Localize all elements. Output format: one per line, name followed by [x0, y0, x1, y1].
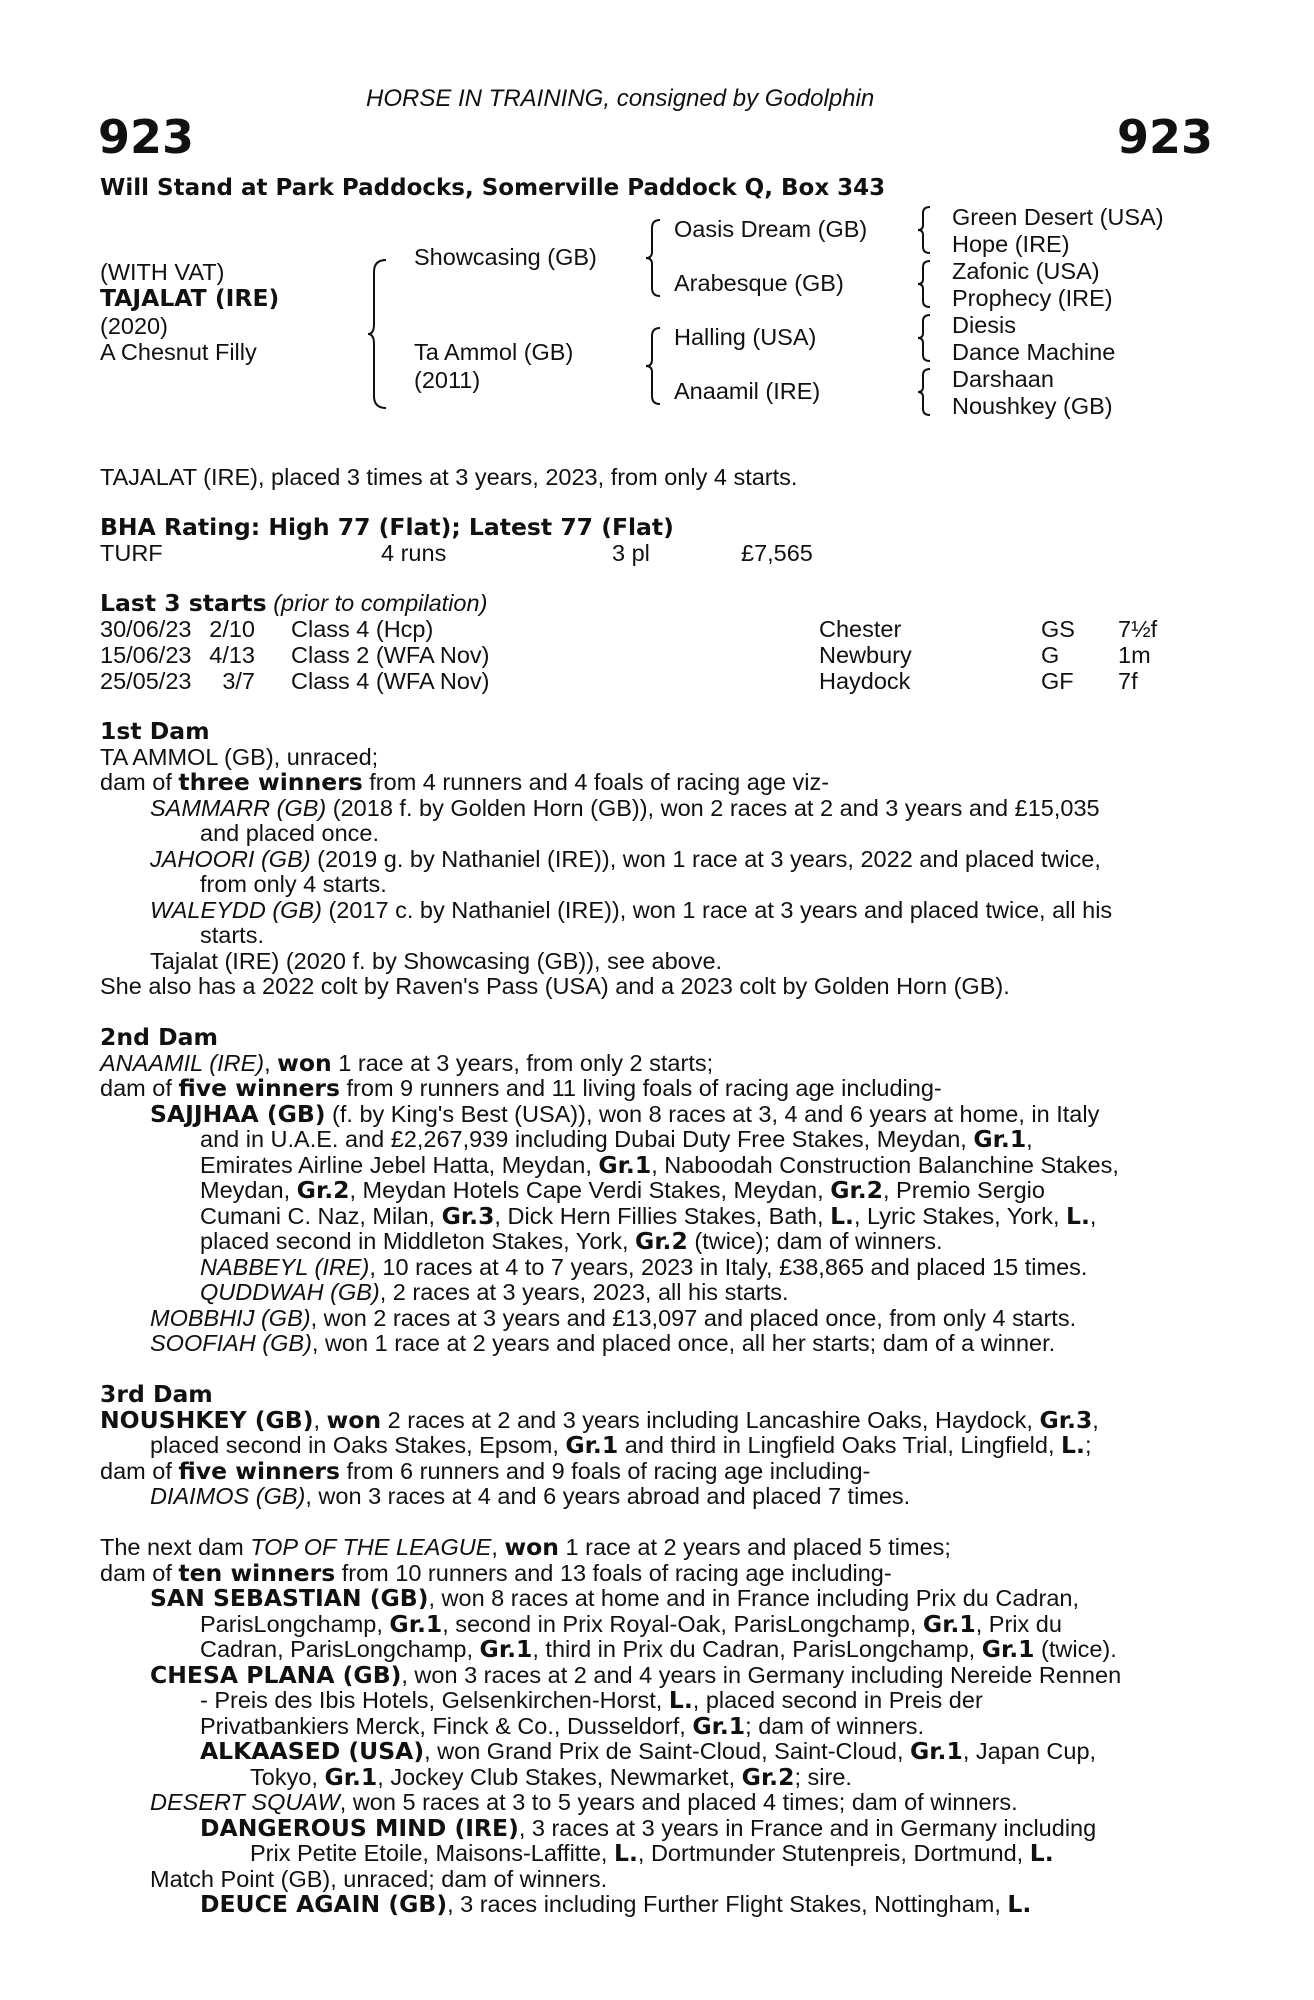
stand-location: Will Stand at Park Paddocks, Somerville Paddock Q, Box 343	[100, 175, 886, 201]
start-row	[100, 669, 1160, 694]
start-course: Newbury	[819, 642, 912, 668]
next-dam-line: DEUCE AGAIN (GB), 3 races including Further Flight Stakes, Nottingham, L.	[200, 1890, 1032, 1918]
start-class: Class 4 (Hcp)	[291, 616, 434, 642]
dam1-line: starts.	[200, 922, 264, 948]
pedigree-dam-dam: Anaamil (IRE)	[674, 378, 821, 404]
dam2-line: and in U.A.E. and £2,267,939 including Dubai Duty Free Stakes, Meydan, Gr.1,	[200, 1125, 1033, 1153]
horse-description: A Chesnut Filly	[100, 339, 257, 365]
pedigree-brace-g3-1	[918, 205, 934, 255]
lot-number-left: 923	[98, 110, 195, 164]
start-class: Class 2 (WFA Nov)	[291, 642, 490, 668]
dam1-heading: 1st Dam	[100, 717, 210, 745]
dam2-line: Meydan, Gr.2, Meydan Hotels Cape Verdi Stakes, Meydan, Gr.2, Premio Sergio	[200, 1176, 1045, 1204]
start-going: GS	[1041, 616, 1075, 642]
dam2-heading: 2nd Dam	[100, 1023, 218, 1051]
start-course: Chester	[819, 616, 902, 642]
dam1-line: TA AMMOL (GB), unraced;	[100, 744, 379, 770]
start-date: 15/06/23	[100, 642, 192, 668]
pedigree-g3-2: Hope (IRE)	[952, 231, 1070, 257]
dam2-line: MOBBHIJ (GB), won 2 races at 3 years and £13,097 and placed once, from only 4 starts.	[150, 1305, 1077, 1331]
next-dam-line: dam of ten winners from 10 runners and 13 foals of racing age including-	[100, 1559, 892, 1587]
next-dam-line: Tokyo, Gr.1, Jockey Club Stakes, Newmarket, Gr.2; sire.	[250, 1763, 852, 1791]
dam1-line: WALEYDD (GB) (2017 c. by Nathaniel (IRE)), won 1 race at 3 years and placed twice, all his	[150, 897, 1113, 923]
dam2-line: SOOFIAH (GB), won 1 race at 2 years and placed once, all her starts; dam of a winner.	[150, 1330, 1056, 1356]
next-dam-line: The next dam TOP OF THE LEAGUE, won 1 race at 2 years and placed 5 times;	[100, 1533, 951, 1561]
dam1-line: SAMMARR (GB) (2018 f. by Golden Horn (GB)), won 2 races at 2 and 3 years and £15,035	[150, 795, 1100, 821]
dam3-line: placed second in Oaks Stakes, Epsom, Gr.1 and third in Lingfield Oaks Trial, Lingfield, L.;	[150, 1431, 1092, 1459]
pedigree-sire: Showcasing (GB)	[414, 244, 597, 270]
start-class: Class 4 (WFA Nov)	[291, 668, 490, 694]
start-going: G	[1041, 642, 1060, 668]
race-summary: TAJALAT (IRE), placed 3 times at 3 years, 2023, from only 4 starts.	[100, 464, 798, 490]
start-position: 4/13	[209, 642, 255, 668]
dam1-line: JAHOORI (GB) (2019 g. by Nathaniel (IRE)), won 1 race at 3 years, 2022 and placed twice,	[150, 846, 1101, 872]
dam1-line: She also has a 2022 colt by Raven's Pass (USA) and a 2023 colt by Golden Horn (GB).	[100, 973, 1010, 999]
pedigree-g3-5: Diesis	[952, 312, 1016, 338]
start-date: 25/05/23	[100, 668, 192, 694]
next-dam-line: Prix Petite Etoile, Maisons-Laffitte, L., Dortmunder Stutenpreis, Dortmund, L.	[250, 1839, 1054, 1867]
pedigree-dam: Ta Ammol (GB)	[414, 339, 574, 365]
next-dam-line: SAN SEBASTIAN (GB), won 8 races at home and in France including Prix du Cadran,	[150, 1584, 1079, 1612]
start-position: 3/7	[222, 668, 255, 694]
next-dam-line: DANGEROUS MIND (IRE), 3 races at 3 years in France and in Germany including	[200, 1814, 1097, 1842]
pedigree-sire-dam: Arabesque (GB)	[674, 270, 844, 296]
rating-earnings: £7,565	[741, 540, 813, 566]
pedigree-brace-main	[368, 258, 390, 410]
rating-runs: 4 runs	[381, 540, 447, 566]
rating-placed: 3 pl	[612, 540, 650, 566]
pedigree-brace-g3-3	[918, 313, 934, 363]
last-starts-title: Last 3 starts	[100, 589, 267, 617]
pedigree-brace-dam	[646, 326, 664, 406]
pedigree-brace-g3-4	[918, 367, 934, 417]
start-distance: 7f	[1118, 668, 1138, 694]
pedigree-dam-year: (2011)	[414, 367, 481, 393]
start-going: GF	[1041, 668, 1074, 694]
pedigree-g3-8: Noushkey (GB)	[952, 393, 1113, 419]
dam2-line: NABBEYL (IRE), 10 races at 4 to 7 years, 2023 in Italy, £38,865 and placed 15 times.	[200, 1254, 1088, 1280]
page-subtitle: HORSE IN TRAINING, consigned by Godolphin	[366, 85, 875, 112]
next-dam-line: Privatbankiers Merck, Finck & Co., Dusseldorf, Gr.1; dam of winners.	[200, 1712, 925, 1740]
start-position: 2/10	[209, 616, 255, 642]
start-course: Haydock	[819, 668, 911, 694]
start-row	[100, 617, 1160, 642]
start-row	[100, 643, 1160, 668]
dam2-line: ANAAMIL (IRE), won 1 race at 3 years, from only 2 starts;	[100, 1049, 714, 1077]
next-dam-line: CHESA PLANA (GB), won 3 races at 2 and 4 years in Germany including Nereide Rennen	[150, 1661, 1122, 1689]
lot-number-right: 923	[1117, 110, 1214, 164]
next-dam-line: DESERT SQUAW, won 5 races at 3 to 5 years and placed 4 times; dam of winners.	[150, 1789, 1018, 1815]
next-dam-line: Match Point (GB), unraced; dam of winners.	[150, 1866, 608, 1892]
dam1-line: from only 4 starts.	[200, 871, 387, 897]
next-dam-line: ALKAASED (USA), won Grand Prix de Saint-Cloud, Saint-Cloud, Gr.1, Japan Cup,	[200, 1737, 1097, 1765]
next-dam-line: - Preis des Ibis Hotels, Gelsenkirchen-Horst, L., placed second in Preis der	[200, 1686, 983, 1714]
dam3-line: DIAIMOS (GB), won 3 races at 4 and 6 years abroad and placed 7 times.	[150, 1483, 911, 1509]
start-distance: 7½f	[1118, 616, 1158, 642]
pedigree-sire-sire: Oasis Dream (GB)	[674, 216, 868, 242]
dam3-line: NOUSHKEY (GB), won 2 races at 2 and 3 years including Lancashire Oaks, Haydock, Gr.3,	[100, 1406, 1099, 1434]
pedigree-g3-6: Dance Machine	[952, 339, 1116, 365]
dam2-line: Emirates Airline Jebel Hatta, Meydan, Gr.1, Naboodah Construction Balanchine Stakes,	[200, 1151, 1119, 1179]
dam3-heading: 3rd Dam	[100, 1380, 213, 1408]
last-starts-note: (prior to compilation)	[273, 590, 488, 616]
dam2-line: QUDDWAH (GB), 2 races at 3 years, 2023, all his starts.	[200, 1279, 789, 1305]
pedigree-g3-1: Green Desert (USA)	[952, 204, 1164, 230]
dam2-line: placed second in Middleton Stakes, York, Gr.2 (twice); dam of winners.	[200, 1227, 943, 1255]
dam2-line: Cumani C. Naz, Milan, Gr.3, Dick Hern Fillies Stakes, Bath, L., Lyric Stakes, York, L.,	[200, 1202, 1097, 1230]
pedigree-brace-sire	[646, 218, 664, 298]
next-dam-line: ParisLongchamp, Gr.1, second in Prix Royal-Oak, ParisLongchamp, Gr.1, Prix du	[200, 1610, 1062, 1638]
start-date: 30/06/23	[100, 616, 192, 642]
pedigree-g3-7: Darshaan	[952, 366, 1054, 392]
dam1-line: and placed once.	[200, 820, 380, 846]
next-dam-line: Cadran, ParisLongchamp, Gr.1, third in Prix du Cadran, ParisLongchamp, Gr.1 (twice).	[200, 1635, 1117, 1663]
pedigree-g3-4: Prophecy (IRE)	[952, 285, 1113, 311]
horse-year: (2020)	[100, 313, 168, 339]
dam3-line: dam of five winners from 6 runners and 9 foals of racing age including-	[100, 1457, 871, 1485]
last-starts-heading	[100, 591, 487, 616]
dam1-line: dam of three winners from 4 runners and 4 foals of racing age viz-	[100, 768, 830, 796]
pedigree-dam-sire: Halling (USA)	[674, 324, 817, 350]
pedigree-brace-g3-2	[918, 259, 934, 309]
rating-surface: TURF	[100, 540, 163, 566]
horse-name: TAJALAT (IRE)	[100, 284, 280, 312]
dam1-line: Tajalat (IRE) (2020 f. by Showcasing (GB)), see above.	[150, 948, 723, 974]
dam2-line: dam of five winners from 9 runners and 11 living foals of racing age including-	[100, 1074, 942, 1102]
bha-rating: BHA Rating: High 77 (Flat); Latest 77 (Flat)	[100, 513, 674, 541]
dam2-line: SAJJHAA (GB) (f. by King's Best (USA)), won 8 races at 3, 4 and 6 years at home, in Italy	[150, 1100, 1100, 1128]
pedigree-g3-3: Zafonic (USA)	[952, 258, 1100, 284]
vat-label: (WITH VAT)	[100, 259, 225, 285]
start-distance: 1m	[1118, 642, 1151, 668]
